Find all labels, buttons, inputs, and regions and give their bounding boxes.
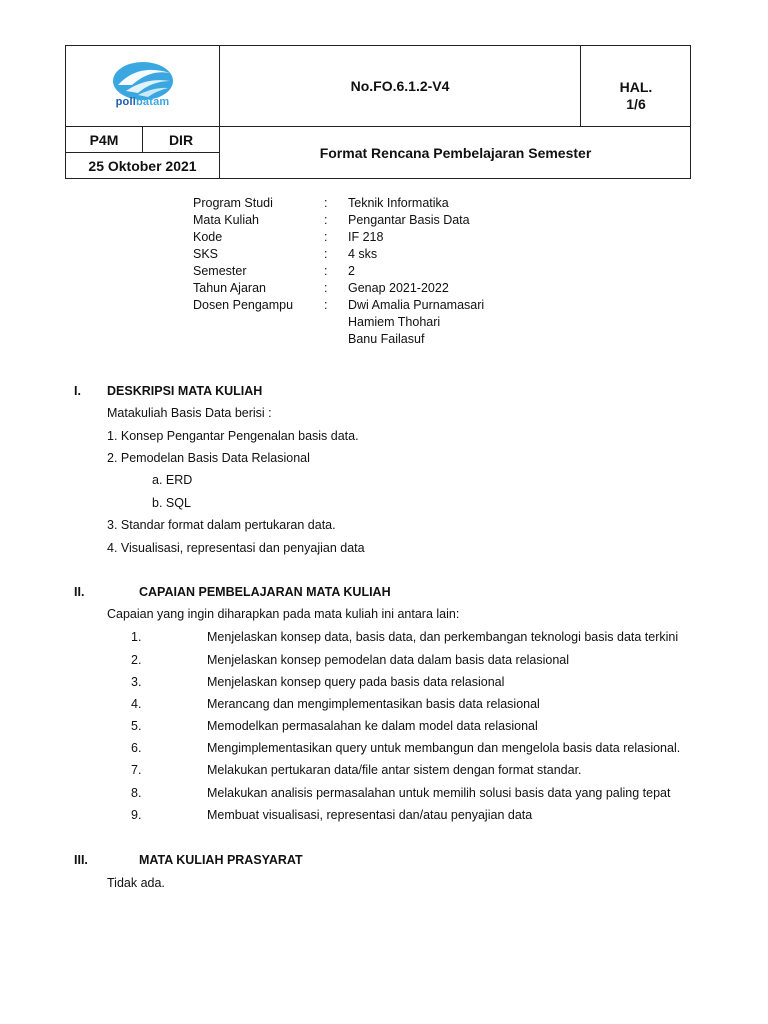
list-item: 3. Standar format dalam pertukaran data. xyxy=(107,518,336,532)
info-row xyxy=(193,297,484,314)
page-value: 1/6 xyxy=(626,96,646,112)
list-item: Menjelaskan konsep data, basis data, dan perkembangan teknologi basis data terkini xyxy=(207,630,679,644)
info-row xyxy=(193,195,484,212)
info-value: Teknik Informatika xyxy=(348,196,449,210)
page-label: HAL. xyxy=(619,79,653,95)
list-item: Memodelkan permasalahan ke dalam model data relasional xyxy=(207,719,538,733)
section-title: MATA KULIAH PRASYARAT xyxy=(139,853,303,867)
info-label: Dosen Pengampu xyxy=(193,298,294,312)
sub-list-item: b. SQL xyxy=(152,496,191,510)
info-value: 2 xyxy=(348,264,355,278)
list-number: 7. xyxy=(131,763,142,777)
section-intro: Capaian yang ingin diharapkan pada mata kuliah ini antara lain: xyxy=(107,607,460,621)
list-number: 5. xyxy=(131,719,142,733)
info-row xyxy=(193,280,484,297)
info-label: Tahun Ajaran xyxy=(193,281,266,295)
info-row xyxy=(193,246,484,263)
section-number: II. xyxy=(74,585,85,599)
lecturer-name: Banu Failasuf xyxy=(348,332,425,346)
info-value: Pengantar Basis Data xyxy=(348,213,470,227)
info-row xyxy=(193,314,484,331)
list-item: Mengimplementasikan query untuk membangun dan mengelola basis data relasional. xyxy=(207,741,681,755)
logo-text-poli: poli xyxy=(115,96,136,108)
list-item: 4. Visualisasi, representasi dan penyajian data xyxy=(107,541,365,555)
dept-dir: DIR xyxy=(168,131,194,148)
section-title: DESKRIPSI MATA KULIAH xyxy=(107,384,263,398)
list-number: 4. xyxy=(131,697,142,711)
doc-number: No.FO.6.1.2-V4 xyxy=(350,78,450,94)
list-item: 1. Konsep Pengantar Pengenalan basis data. xyxy=(107,429,359,443)
info-label: Program Studi xyxy=(193,196,273,210)
list-number: 1. xyxy=(131,630,142,644)
list-item: Menjelaskan konsep pemodelan data dalam basis data relasional xyxy=(207,653,570,667)
info-value: Dwi Amalia Purnamasari xyxy=(348,298,485,312)
info-label: Mata Kuliah xyxy=(193,213,260,227)
info-colon: : xyxy=(324,230,328,244)
info-value: Genap 2021-2022 xyxy=(348,281,449,295)
info-row xyxy=(193,331,484,348)
section-title: CAPAIAN PEMBELAJARAN MATA KULIAH xyxy=(139,585,391,599)
list-item: Merancang dan mengimplementasikan basis data relasional xyxy=(207,697,540,711)
logo-text-batam: batam xyxy=(135,96,170,108)
list-number: 3. xyxy=(131,675,142,689)
info-colon: : xyxy=(324,281,328,295)
list-item: Membuat visualisasi, representasi dan/atau penyajian data xyxy=(207,808,533,822)
list-number: 2. xyxy=(131,653,142,667)
list-item: Melakukan analisis permasalahan untuk memilih solusi basis data yang paling tepat xyxy=(207,786,671,800)
dept-p4m: P4M xyxy=(89,131,119,148)
section-number: I. xyxy=(74,384,81,398)
list-number: 6. xyxy=(131,741,142,755)
institution-logo xyxy=(66,46,219,126)
info-label: Semester xyxy=(193,264,247,278)
info-row xyxy=(193,263,484,280)
list-item: Menjelaskan konsep query pada basis data relasional xyxy=(207,675,505,689)
list-item: Melakukan pertukaran data/file antar sistem dengan format standar. xyxy=(207,763,582,777)
document-header-table xyxy=(65,45,691,179)
section-intro: Matakuliah Basis Data berisi : xyxy=(107,406,272,420)
info-colon: : xyxy=(324,213,328,227)
list-item: 2. Pemodelan Basis Data Relasional xyxy=(107,451,310,465)
info-label: Kode xyxy=(193,230,223,244)
section-number: III. xyxy=(74,853,88,867)
info-row xyxy=(193,229,484,246)
logo-wordmark xyxy=(66,96,219,108)
sub-list-item: a. ERD xyxy=(152,473,193,487)
info-value: 4 sks xyxy=(348,247,378,261)
form-title: Format Rencana Pembelajaran Semester xyxy=(319,145,592,161)
info-colon: : xyxy=(324,247,328,261)
info-label: SKS xyxy=(193,247,219,261)
list-number: 8. xyxy=(131,786,142,800)
info-colon: : xyxy=(324,264,328,278)
course-info xyxy=(193,195,484,348)
info-colon: : xyxy=(324,298,328,312)
info-row xyxy=(193,212,484,229)
list-number: 9. xyxy=(131,808,142,822)
section-text: Tidak ada. xyxy=(107,876,165,890)
info-colon: : xyxy=(324,196,328,210)
info-value: IF 218 xyxy=(348,230,384,244)
lecturer-name: Hamiem Thohari xyxy=(348,315,441,329)
doc-date: 25 Oktober 2021 xyxy=(88,158,197,174)
